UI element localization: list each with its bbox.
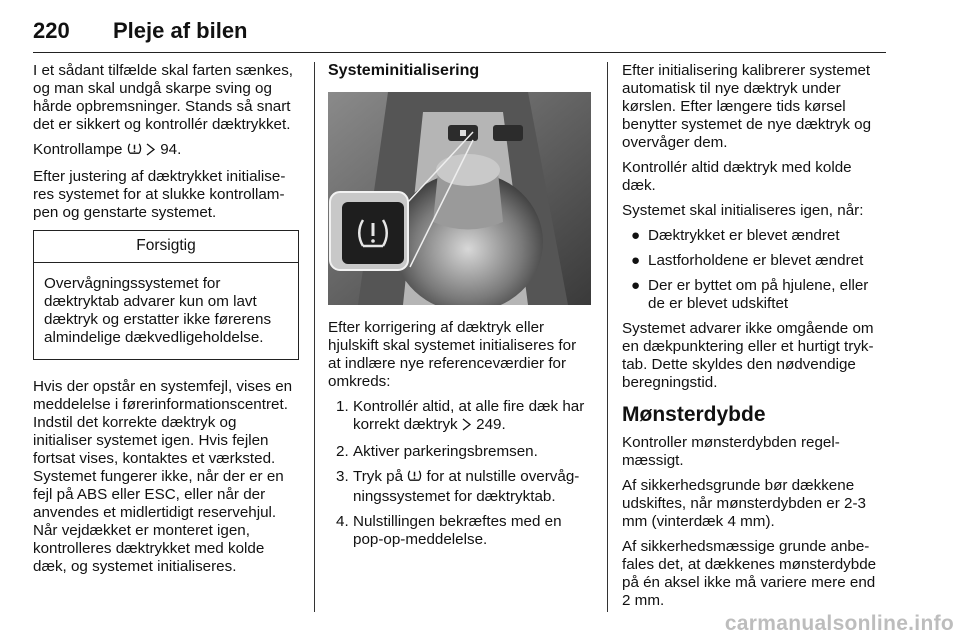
column-2 [328,62,591,556]
bullet-text: Lastforholdene er blevet ændret [648,252,864,269]
bullet-icon: ● [631,252,641,269]
caution-box [33,230,299,360]
paragraph: Efter justering af dæktrykket initialiseres systemet for at slukke kontrollampen og genstarte systemet. [33,168,286,221]
column-3 [622,62,886,617]
paragraph: Kontrollér altid dæktryk med kolde dæk. [622,159,852,194]
step-text: Nulstillingen bekræftes med en pop-op-meddelelse. [353,513,562,548]
steps-list [328,398,591,549]
list-item [328,513,591,549]
step-text-pre: Tryk på [353,468,404,485]
section-heading: Mønsterdybde [622,403,766,426]
caution-text: Overvågningssystemet for dæktryktab advarer kun om lavt dæktryk og erstatter ikke førerens almindelige dækvedligeholdelse. [44,275,272,346]
caution-title: Forsigtig [34,231,298,263]
step-number: 2. [336,443,349,460]
paragraph: Systemet skal initialiseres igen, når: [622,202,864,219]
column-1 [33,62,299,583]
step-text-post: for at nulstille overvågningssystemet for dæktryktab. [353,468,580,505]
bullet-icon: ● [631,277,641,294]
column-divider [607,62,608,612]
paragraph: Af sikkerhedsmæssige grunde anbefales det, at dækkenes mønsterdybde på én aksel ikke må variere mere end 2 mm. [622,538,877,609]
tire-pressure-warning-icon [127,141,142,161]
list-item [328,443,591,461]
page-reference[interactable]: 249. [476,416,506,433]
paragraph: Efter initialisering kalibrerer systemet automatisk til nye dæktryk under kørslen. Efter længere tids kørsel benytter systemet de nye dæktryk og overvåger dem. [622,62,872,151]
step-number: 4. [336,513,349,530]
list-item [328,468,591,506]
watermark: carmanualsonline.info [724,612,954,635]
paragraph: I et sådant tilfælde skal farten sænkes, og man skal undgå skarpe sving og hårde opbremsninger. Stands så snart det er sikkert og kontrollér dæktrykket. [33,62,294,133]
center-console-button-photo [328,92,591,305]
bullet-text: Dæktrykket er blevet ændret [648,227,840,244]
paragraph-indicator-ref [33,141,299,161]
paragraph: Efter korrigering af dæktryk eller hjulskift skal systemet initialiseres for at indlære nye referenceværdier for omkreds: [328,319,577,390]
bullet-text: Der er byttet om på hjulene, eller de er blevet udskiftet [648,277,869,312]
paragraph: Kontroller mønsterdybden regelmæssigt. [622,434,840,469]
paragraph: Systemet advarer ikke omgående om en dækpunktering eller et hurtigt tryktab. Dette skyldes den nødvendige beregningstid. [622,320,874,391]
conditions-list [622,227,886,313]
indicator-label: Kontrollampe [33,141,123,158]
list-item [622,252,886,270]
tire-pressure-warning-icon [407,468,422,488]
page-reference[interactable]: 94. [160,141,182,158]
section-heading: Systeminitialisering [328,62,480,79]
page-reference-arrow-icon [462,418,472,436]
page-reference-arrow-icon [146,143,156,161]
step-text: Aktiver parkeringsbremsen. [353,443,538,460]
column-divider [314,62,315,612]
page-number: 220 [33,18,70,43]
step-text: Kontrollér altid, at alle fire dæk har korrekt dæktryk [353,398,585,433]
list-item [328,398,591,436]
list-item [622,227,886,245]
step-number: 1. [336,398,349,415]
page-title: Pleje af bilen [113,18,248,43]
step-number: 3. [336,468,349,485]
list-item [622,277,886,313]
bullet-icon: ● [631,227,641,244]
paragraph: Af sikkerhedsgrunde bør dækkene udskiftes, når mønsterdybden er 2-3 mm (vinterdæk 4 mm). [622,477,866,530]
paragraph: Hvis der opstår en systemfejl, vises en meddelelse i førerinformationscentret. Indstil det korrekte dæktryk og initialiser systemet igen. Hvis fejlen fortsat vises, kontaktes et værksted. Systemet fungerer ikke, når der er en fejl på ABS eller ESC, eller når der anvendes et midlertidigt reservehjul. Når vejdækket er monteret igen, kontrolleres dæktrykket med kolde dæk, og systemet initialiseres. [33,378,293,575]
page-header [33,12,886,53]
